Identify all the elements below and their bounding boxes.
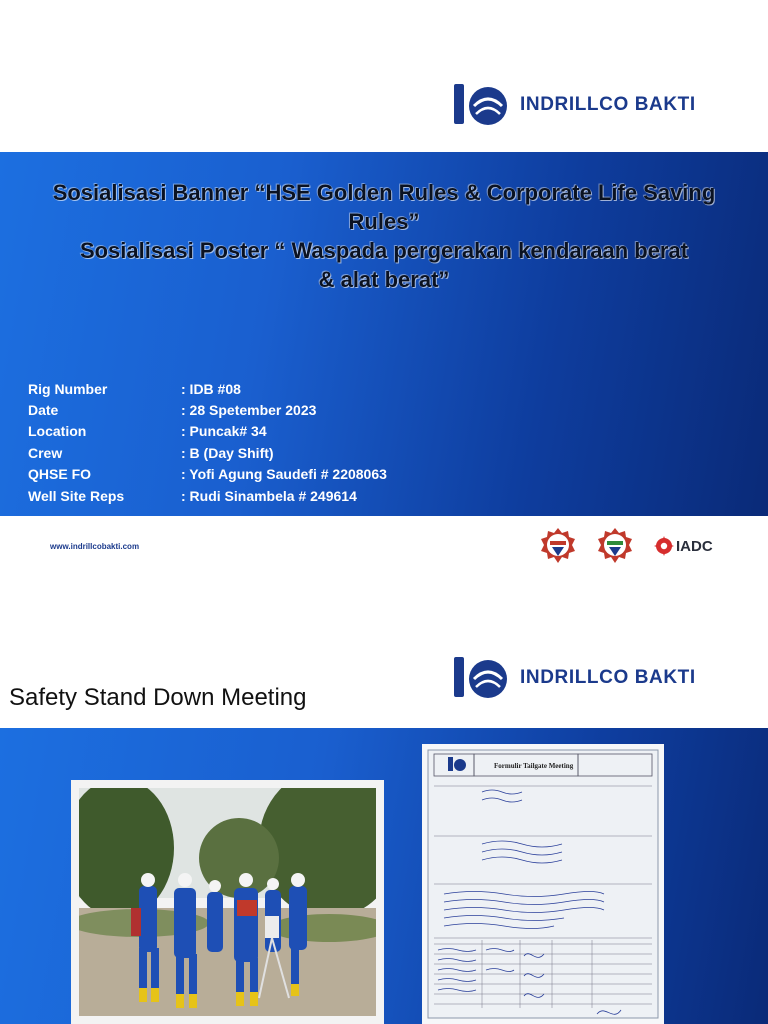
iadc-logo [654, 536, 713, 556]
detail-row-rig [28, 378, 387, 399]
detail-row-qhse [28, 464, 387, 485]
detail-label: Rig Number [28, 380, 108, 397]
company-name: INDRILLCO BAKTI [520, 94, 696, 115]
detail-value: : Rudi Sinambela # 249614 [181, 487, 357, 504]
form-heading: Formulir Tailgate Meeting [494, 762, 574, 770]
iso-badge-icon [597, 527, 633, 565]
details-list [28, 378, 387, 506]
detail-value: : IDB #08 [181, 380, 241, 397]
cover-title-poster: Sosialisasi Poster “ Waspada pergerakan kendaraan berat & alat berat” [79, 238, 689, 292]
cover-titles [0, 178, 768, 294]
company-logo [452, 82, 696, 128]
detail-value: : 28 Spetember 2023 [181, 402, 317, 419]
tailgate-meeting-form [422, 744, 664, 1024]
company-name: INDRILLCO BAKTI [520, 667, 696, 688]
detail-value: : B (Day Shift) [181, 444, 274, 461]
detail-label: Location [28, 423, 87, 440]
detail-row-crew [28, 442, 387, 463]
detail-label: Date [28, 402, 59, 419]
iadc-gear-icon [654, 536, 674, 556]
iso-badge-icon [540, 527, 576, 565]
detail-value: : Puncak# 34 [181, 423, 267, 440]
detail-label: Crew [28, 444, 63, 461]
slide-meeting [0, 630, 768, 1024]
company-logo [452, 655, 696, 701]
website-link[interactable]: www.indrillcobakti.com [50, 542, 140, 551]
cover-banner [0, 152, 768, 516]
meeting-banner [0, 728, 768, 1024]
indrillco-logo-icon [452, 655, 514, 701]
detail-row-date [28, 399, 387, 420]
detail-label: QHSE FO [28, 466, 92, 483]
slide-title: Safety Stand Down Meeting [9, 684, 307, 711]
iadc-label: IADC [676, 537, 713, 555]
crew-photo-image [79, 788, 376, 1016]
detail-row-wellsite [28, 485, 387, 506]
crew-meeting-photo [71, 780, 384, 1024]
detail-label: Well Site Reps [28, 487, 125, 504]
detail-row-location [28, 421, 387, 442]
form-scan-image [422, 744, 664, 1024]
indrillco-logo-icon [452, 82, 514, 128]
detail-value: : Yofi Agung Saudefi # 2208063 [181, 466, 387, 483]
cover-title-banner: Sosialisasi Banner “HSE Golden Rules & Corporate Life Saving Rules” [52, 180, 716, 234]
